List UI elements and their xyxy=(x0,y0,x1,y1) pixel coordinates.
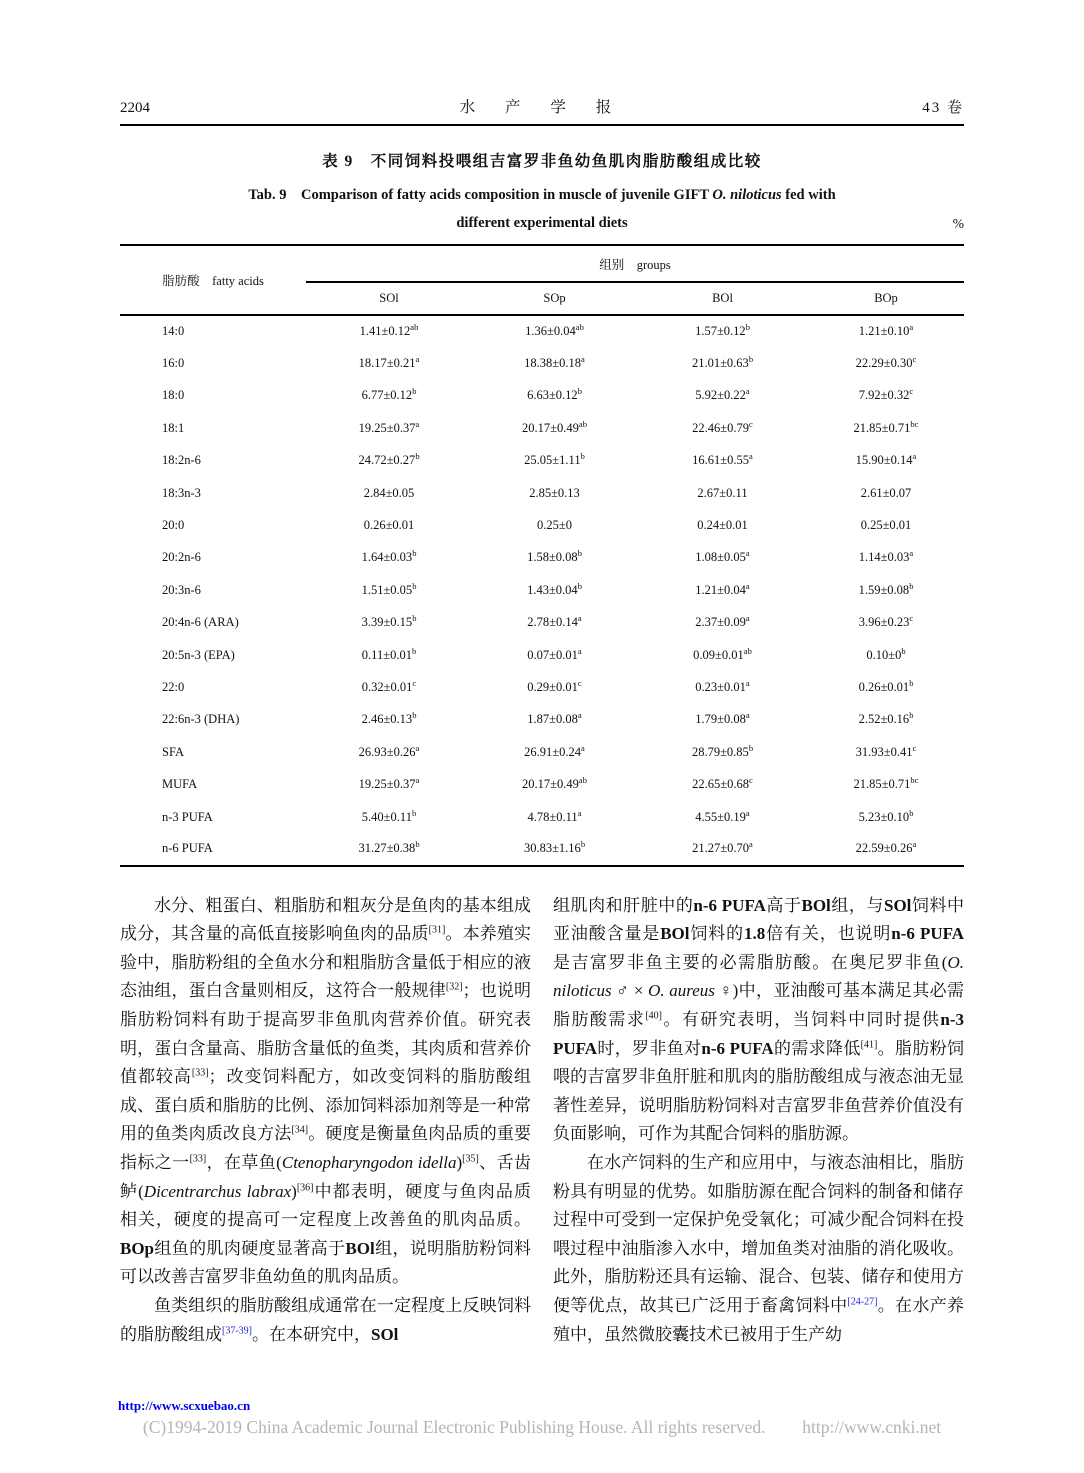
text-run: 。本养殖实验中，脂肪粉组的全鱼水分和粗脂肪含量低于相应的液态油组，蛋白含量则相反，这符合一般规律 xyxy=(120,924,532,1001)
reference-superscript: [36] xyxy=(296,1181,314,1193)
text-run: ；也说明脂肪粉饲料有助于提高罗非鱼肌肉营养价值。研究表明，蛋白含量高、脂肪含量低的鱼类，其肉质和营养价值都较高 xyxy=(120,981,532,1087)
column-header-SOp: SOp xyxy=(543,291,566,305)
text-run: ♂ × xyxy=(611,981,649,1001)
value-cell: 6.77±0.12$^b$ xyxy=(361,386,417,403)
value-cell: 1.64±0.03$^b$ xyxy=(361,548,417,565)
value-cell: 5.40±0.11$^b$ xyxy=(361,807,417,824)
table-row xyxy=(120,574,964,606)
text-run: 水分、粗蛋白、粗脂肪和粗灰分是鱼肉的基本组成成分，其含量的高低直接影响鱼肉的品质 xyxy=(120,895,531,944)
text-run: 是吉富罗非鱼主要的必需脂肪酸。在奥尼罗非鱼( xyxy=(553,952,948,972)
bold-term: SOl xyxy=(883,895,912,915)
value-cell: 1.43±0.04$^b$ xyxy=(527,580,582,597)
value-cell: 1.58±0.08$^b$ xyxy=(527,548,582,565)
table-row xyxy=(120,833,964,865)
value-cell: 31.93±0.41$^c$ xyxy=(855,742,917,759)
bold-term: n-6 PUFA xyxy=(891,924,965,944)
value-cell: 1.79±0.08$^a$ xyxy=(695,710,750,727)
value-cell: 2.85±0.13 xyxy=(529,485,580,500)
value-cell: 18.17±0.21$^a$ xyxy=(358,353,420,371)
value-cell: 1.08±0.05$^a$ xyxy=(695,548,750,565)
table-row xyxy=(120,509,964,541)
value-cell: 4.55±0.19$^a$ xyxy=(695,807,750,824)
paragraph xyxy=(120,892,531,1292)
text-run: 组鱼的肌肉硬度显著高于 xyxy=(154,1238,346,1258)
value-cell: 21.85±0.71$^{bc}$ xyxy=(853,418,919,435)
value-cell: 2.46±0.13$^b$ xyxy=(361,710,417,727)
value-cell: 0.25±0.01 xyxy=(860,518,912,533)
bold-term: n-6 PUFA xyxy=(693,895,766,915)
reference-superscript: [33] xyxy=(189,1153,207,1165)
species-name-italic: Ctenopharyngodon idella xyxy=(281,1152,457,1172)
table-caption-en-line2-row xyxy=(120,215,964,235)
value-cell: 20.17±0.49$^{ab}$ xyxy=(522,775,587,792)
value-cell: 0.11±0.01$^b$ xyxy=(361,645,417,662)
value-cell: 1.51±0.05$^b$ xyxy=(361,580,417,597)
running-head xyxy=(120,0,964,117)
column-header-BOp: BOp xyxy=(874,291,898,305)
value-cell: 19.25±0.37$^a$ xyxy=(358,418,420,435)
value-cell: 2.61±0.07 xyxy=(860,485,912,500)
bold-term: BOl xyxy=(801,895,831,915)
value-cell: 26.93±0.26$^a$ xyxy=(358,742,420,759)
value-cell: 19.25±0.37$^a$ xyxy=(358,775,420,792)
page-number: 2204 xyxy=(120,100,150,116)
value-cell: 2.52±0.16$^b$ xyxy=(858,710,914,727)
text-run: 。有研究表明，当饲料中同时提供 xyxy=(661,1010,941,1030)
reference-superscript: [33] xyxy=(191,1067,209,1079)
journal-website-link[interactable]: http://www.scxuebao.cn xyxy=(118,1398,251,1413)
body-column-left xyxy=(120,892,531,1350)
body-column-right xyxy=(553,892,964,1350)
caption-en-suffix: fed with xyxy=(781,187,836,203)
value-cell: 2.84±0.05 xyxy=(363,485,415,500)
value-cell: 16.61±0.55$^a$ xyxy=(692,451,753,468)
table-caption-en-line2: different experimental diets xyxy=(456,215,628,231)
value-cell: 22.59±0.26$^a$ xyxy=(855,839,917,856)
fatty-acid-label: n-6 PUFA xyxy=(162,841,213,856)
column-header-groups: 组别 groups xyxy=(306,245,964,282)
table-row xyxy=(120,477,964,509)
paragraph xyxy=(120,1292,531,1349)
value-cell: 0.26±0.01$^b$ xyxy=(858,677,914,694)
table-caption-zh: 表 9 不同饲料投喂组吉富罗非鱼幼鱼肌肉脂肪酸组成比较 xyxy=(322,153,762,170)
value-cell: 25.05±1.11$^b$ xyxy=(524,451,585,468)
fatty-acid-table-body xyxy=(120,315,964,866)
reference-superscript: [24-27] xyxy=(847,1296,878,1308)
header-rule xyxy=(120,124,964,126)
fatty-acid-label: 22:0 xyxy=(162,679,185,694)
table-row xyxy=(120,736,964,768)
text-run: ；改变饲料配方，如改变饲料的脂肪酸组成、蛋白质和脂肪的比例、添加饲料添加剂等是一种常用的鱼类肉质改良方法 xyxy=(120,1067,532,1144)
value-cell: 15.90±0.14$^a$ xyxy=(855,451,917,468)
text-run: 饲料的 xyxy=(689,924,744,944)
bold-term: n-6 PUFA xyxy=(701,1038,774,1058)
table-unit-label: % xyxy=(952,216,964,231)
value-cell: 2.67±0.11 xyxy=(697,485,748,500)
column-header-fatty-acids: 脂肪酸 fatty acids xyxy=(162,274,264,288)
text-run: 组，与 xyxy=(830,895,884,915)
value-cell: 5.92±0.22$^a$ xyxy=(695,386,750,403)
text-run: 在水产饲料的生产和应用中，与液态油相比，脂肪粉具有明显的优势。如脂肪源在配合饲料的制备和储存过程中可受到一定保护免受氧化；可减少配合饲料在投喂过程中油脂渗入水中，增加鱼类对油脂的消化吸收。此外，脂肪粉还具有运输、混合、包装、储存和使用方便等优点，故其已广泛用于畜禽饲料中 xyxy=(553,1152,964,1315)
text-run: 中都表明，硬度与鱼肉品质相关，硬度的提高可一定程度上改善鱼的肌肉品质。 xyxy=(120,1181,531,1230)
value-cell: 1.57±0.12$^b$ xyxy=(695,322,750,339)
value-cell: 3.96±0.23$^c$ xyxy=(858,613,914,630)
value-cell: 0.07±0.01$^a$ xyxy=(527,645,582,662)
value-cell: 22.29±0.30$^c$ xyxy=(855,353,917,371)
table-row xyxy=(120,704,964,736)
value-cell: 0.09±0.01$^{ab}$ xyxy=(693,645,752,662)
text-run: ) xyxy=(456,1152,463,1172)
volume-number: 43 卷 xyxy=(922,100,964,116)
value-cell: 21.27±0.70$^a$ xyxy=(692,839,753,856)
table-row xyxy=(120,380,964,412)
fatty-acid-label: MUFA xyxy=(162,777,198,792)
body-text-columns xyxy=(120,892,964,1350)
paragraph xyxy=(553,892,964,1149)
text-run: ，在草鱼( xyxy=(206,1152,282,1172)
text-run: 饲料中亚油酸含量是 xyxy=(553,895,965,944)
reference-superscript: [32] xyxy=(445,981,463,993)
value-cell: 1.21±0.10$^a$ xyxy=(858,322,914,339)
fatty-acid-label: 20:2n-6 xyxy=(162,550,201,565)
value-cell: 1.14±0.03$^a$ xyxy=(858,548,914,565)
column-header-BOl: BOl xyxy=(712,291,733,305)
species-name-italic: Dicentrarchus labrax xyxy=(143,1181,292,1201)
fatty-acid-label: 20:5n-3 (EPA) xyxy=(162,647,235,662)
table-row xyxy=(120,347,964,379)
reference-superscript: [35] xyxy=(462,1153,479,1165)
value-cell: 2.37±0.09$^a$ xyxy=(695,613,750,630)
caption-en-prefix: Tab. 9 Comparison of fatty acids composition in muscle of juvenile GIFT xyxy=(248,187,713,203)
copyright-line xyxy=(0,1417,1084,1438)
value-cell: $0.10\pm 0^b$ xyxy=(866,645,906,662)
fatty-acid-table xyxy=(120,244,964,867)
reference-superscript: [41] xyxy=(860,1038,878,1050)
value-cell: 18.38±0.18$^a$ xyxy=(524,353,585,371)
fatty-acid-label: 22:6n-3 (DHA) xyxy=(162,712,240,727)
caption-species-italic: O. niloticus xyxy=(712,187,782,203)
table-row xyxy=(120,315,964,347)
value-cell: 7.92±0.32$^c$ xyxy=(858,386,914,403)
value-cell: 0.32±0.01$^c$ xyxy=(361,677,417,694)
table-row xyxy=(120,412,964,444)
value-cell: 22.65±0.68$^c$ xyxy=(692,775,753,792)
table-row xyxy=(120,671,964,703)
fatty-acid-label: 14:0 xyxy=(162,324,185,339)
fatty-acid-label: 16:0 xyxy=(162,356,185,371)
reference-superscript: [40] xyxy=(645,1010,662,1022)
table-row xyxy=(120,801,964,833)
value-cell: 1.59±0.08$^b$ xyxy=(858,580,914,597)
value-cell: 0.25±0 xyxy=(537,518,572,533)
text-run: 时，罗非鱼对 xyxy=(597,1038,702,1058)
value-cell: 30.83±1.16$^b$ xyxy=(523,839,586,856)
column-header-SOl: SOl xyxy=(379,291,399,305)
value-cell: 31.27±0.38$^b$ xyxy=(358,839,420,856)
fatty-acid-label: 20:4n-6 (ARA) xyxy=(162,615,239,630)
table-row xyxy=(120,445,964,477)
bold-term: BOl xyxy=(345,1238,375,1258)
value-cell: 0.29±0.01$^c$ xyxy=(527,677,582,694)
table-row xyxy=(120,607,964,639)
table-caption-en xyxy=(120,183,964,204)
bold-term: SOl xyxy=(371,1324,399,1344)
text-run: 组肌肉和肝脏中的 xyxy=(553,895,694,915)
value-cell: 28.79±0.85$^b$ xyxy=(691,742,754,759)
fatty-acid-label: 20:3n-6 xyxy=(162,582,201,597)
fatty-acid-label: 18:1 xyxy=(162,420,185,435)
text-run: 鱼类组织的脂肪酸组成通常在一定程度上反映饲料的脂肪酸组成 xyxy=(120,1295,531,1344)
value-cell: 2.78±0.14$^a$ xyxy=(527,613,582,630)
text-run: 组，说明脂肪粉饲料可以改善吉富罗非鱼幼鱼的肌肉品质。 xyxy=(120,1238,532,1287)
value-cell: 0.23±0.01$^a$ xyxy=(695,677,750,694)
cnki-link[interactable]: http://www.cnki.net xyxy=(802,1417,942,1437)
value-cell: 26.91±0.24$^a$ xyxy=(524,742,585,759)
bold-term: 1.8 xyxy=(744,924,766,944)
fatty-acid-label: SFA xyxy=(162,744,185,759)
table-row xyxy=(120,542,964,574)
value-cell: 0.26±0.01 xyxy=(363,518,415,533)
text-run: 高于 xyxy=(765,895,802,915)
table-row xyxy=(120,768,964,800)
value-cell: 22.46±0.79$^c$ xyxy=(692,418,753,435)
text-run: ♀)中，亚油酸可基本满足其必需脂肪酸需求 xyxy=(553,981,964,1030)
fatty-acid-label: n-3 PUFA xyxy=(162,809,213,824)
value-cell: 1.41±0.12$^{ab}$ xyxy=(359,322,419,339)
text-run: 。硬度是衡量鱼肉品质的重要指标之一 xyxy=(120,1124,532,1172)
value-cell: 21.01±0.63$^b$ xyxy=(691,353,754,371)
reference-superscript: [37-39] xyxy=(222,1324,252,1336)
fatty-acid-label: 20:0 xyxy=(162,518,185,533)
text-run: 倍有关，也说明 xyxy=(765,924,892,944)
value-cell: 5.23±0.10$^b$ xyxy=(858,807,914,824)
value-cell: 4.78±0.11$^a$ xyxy=(527,807,582,824)
value-cell: 3.39±0.15$^b$ xyxy=(361,613,417,630)
text-run: 。在本研究中， xyxy=(252,1324,371,1344)
species-name-italic: O. aureus xyxy=(648,981,715,1001)
fatty-acid-label: 18:3n-3 xyxy=(162,485,201,500)
bold-term: BOl xyxy=(660,924,690,944)
value-cell: 21.85±0.71$^{bc}$ xyxy=(853,775,919,792)
fatty-acid-label: 18:0 xyxy=(162,388,185,403)
value-cell: 1.36±0.04$^{ab}$ xyxy=(525,322,584,339)
text-run: 。脂肪粉饲喂的吉富罗非鱼肝脏和肌肉的脂肪酸组成与液态油无显著性差异，说明脂肪粉饲料对吉富罗非鱼营养价值没有负面影响，可作为其配合饲料的脂肪源。 xyxy=(553,1038,965,1144)
species-name-italic: O. niloticus xyxy=(553,952,964,1001)
bold-term: n-3 PUFA xyxy=(553,1010,965,1058)
value-cell: 0.24±0.01 xyxy=(697,518,748,533)
text-run: 、舌齿鲈( xyxy=(120,1152,531,1201)
reference-superscript: [34] xyxy=(291,1124,309,1136)
value-cell: 1.21±0.04$^a$ xyxy=(695,580,750,597)
text-run: 。在水产养殖中，虽然微胶囊技术已被用于生产幼 xyxy=(553,1295,965,1344)
value-cell: 1.87±0.08$^a$ xyxy=(527,710,582,727)
copyright-text: (C)1994-2019 China Academic Journal Electronic Publishing House. All rights reserved. xyxy=(142,1417,766,1437)
text-run: 的需求降低 xyxy=(773,1038,861,1058)
reference-superscript: [31] xyxy=(428,924,446,936)
fatty-acid-label: 18:2n-6 xyxy=(162,453,201,468)
paragraph xyxy=(553,1149,964,1349)
value-cell: 24.72±0.27$^b$ xyxy=(358,451,420,468)
journal-title: 水 产 学 报 xyxy=(459,99,625,116)
text-run: ) xyxy=(291,1181,297,1201)
bold-term: BOp xyxy=(120,1238,155,1258)
value-cell: 6.63±0.12$^b$ xyxy=(527,386,582,403)
value-cell: 20.17±0.49$^{ab}$ xyxy=(522,418,587,435)
table-row xyxy=(120,639,964,671)
